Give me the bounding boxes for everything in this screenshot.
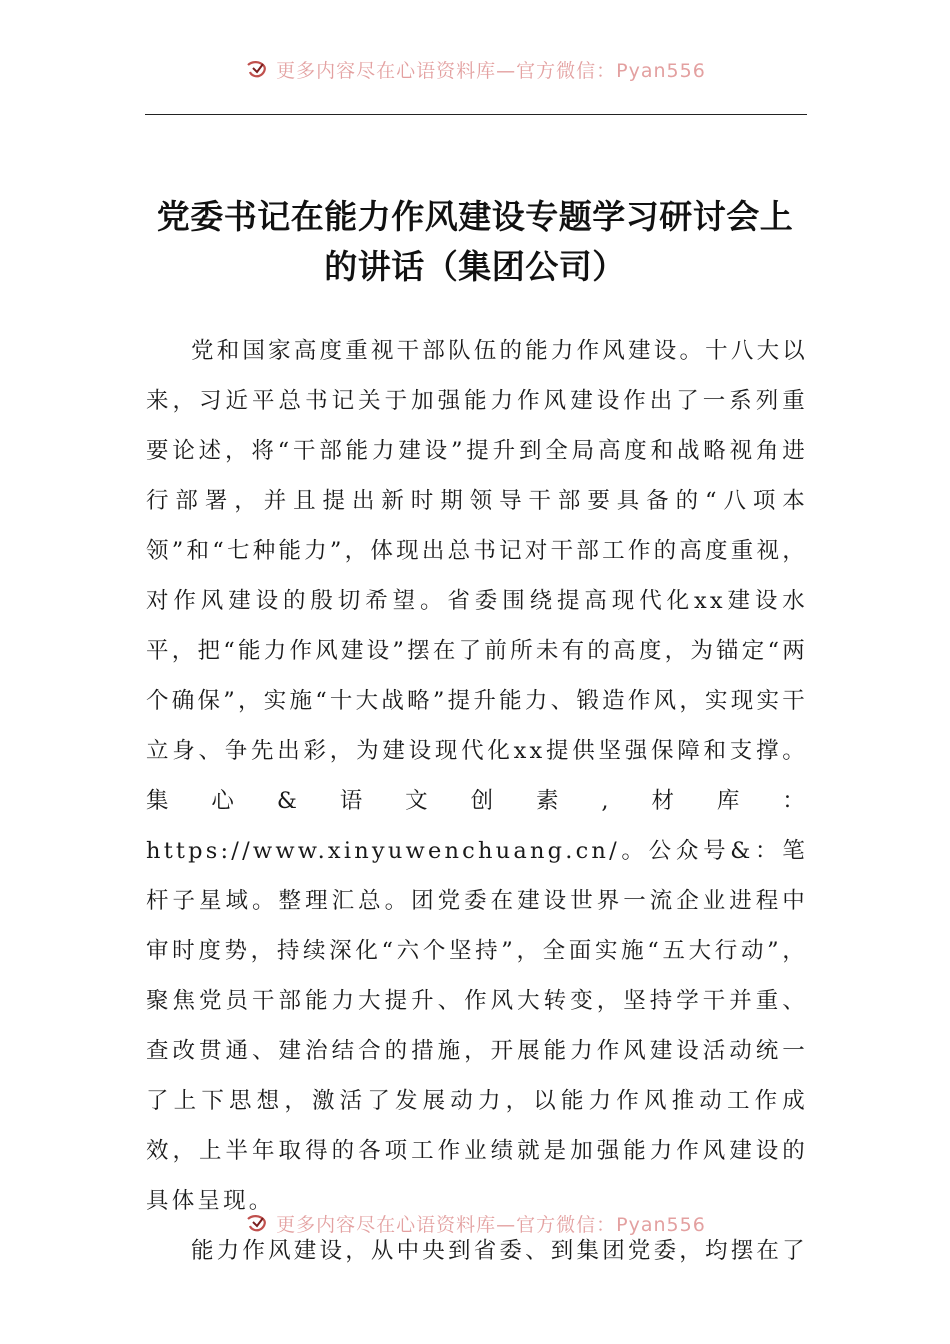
watermark-logo-icon [244, 1213, 270, 1235]
header-watermark [0, 56, 950, 86]
watermark-logo-icon [244, 59, 270, 81]
paragraph: 党和国家高度重视干部队伍的能力作风建设。十八大以来，习近平总书记关于加强能力作风建设作出了一系列重要论述，将“干部能力建设”提升到全局高度和战略视角进行部署，并且提出新时期领导干部要具备的“八项本领”和“七种能力”，体现出总书记对干部工作的高度重视，对作风建设的殷切希望。省委围绕提高现代化xx建设水平，把“能力作风建设”摆在了前所未有的高度，为锚定“两个确保”，实施“十大战略”提升能力、锻造作风，实现实干立身、争先出彩，为建设现代化xx提供坚强保障和支撑。集心&语文创素,材库：https://www.xinyuwenchuang.cn/。公众号&：笔杆子星域。整理汇总。团党委在建设世界一流企业进程中审时度势，持续深化“六个坚持”，全面实施“五大行动”，聚焦党员干部能力大提升、作风大转变，坚持学干并重、查改贯通、建治结合的措施，开展能力作风建设活动统一了上下思想，激活了发展动力，以能力作风推动工作成效，上半年取得的各项工作业绩就是加强能力作风建设的具体呈现。 [146, 338, 808, 1214]
document-body [146, 326, 808, 1276]
document-title: 党委书记在能力作风建设专题学习研讨会上的讲话（集团公司） [156, 197, 794, 287]
paragraph: 能力作风建设，从中央到省委、到集团党委，均摆在了 [191, 1238, 808, 1264]
header-watermark-text: 更多内容尽在心语资料库—官方微信：Pyan556 [276, 60, 706, 82]
footer-watermark-text: 更多内容尽在心语资料库—官方微信：Pyan556 [276, 1214, 706, 1236]
footer-watermark [0, 1210, 950, 1240]
header-divider [145, 114, 807, 115]
